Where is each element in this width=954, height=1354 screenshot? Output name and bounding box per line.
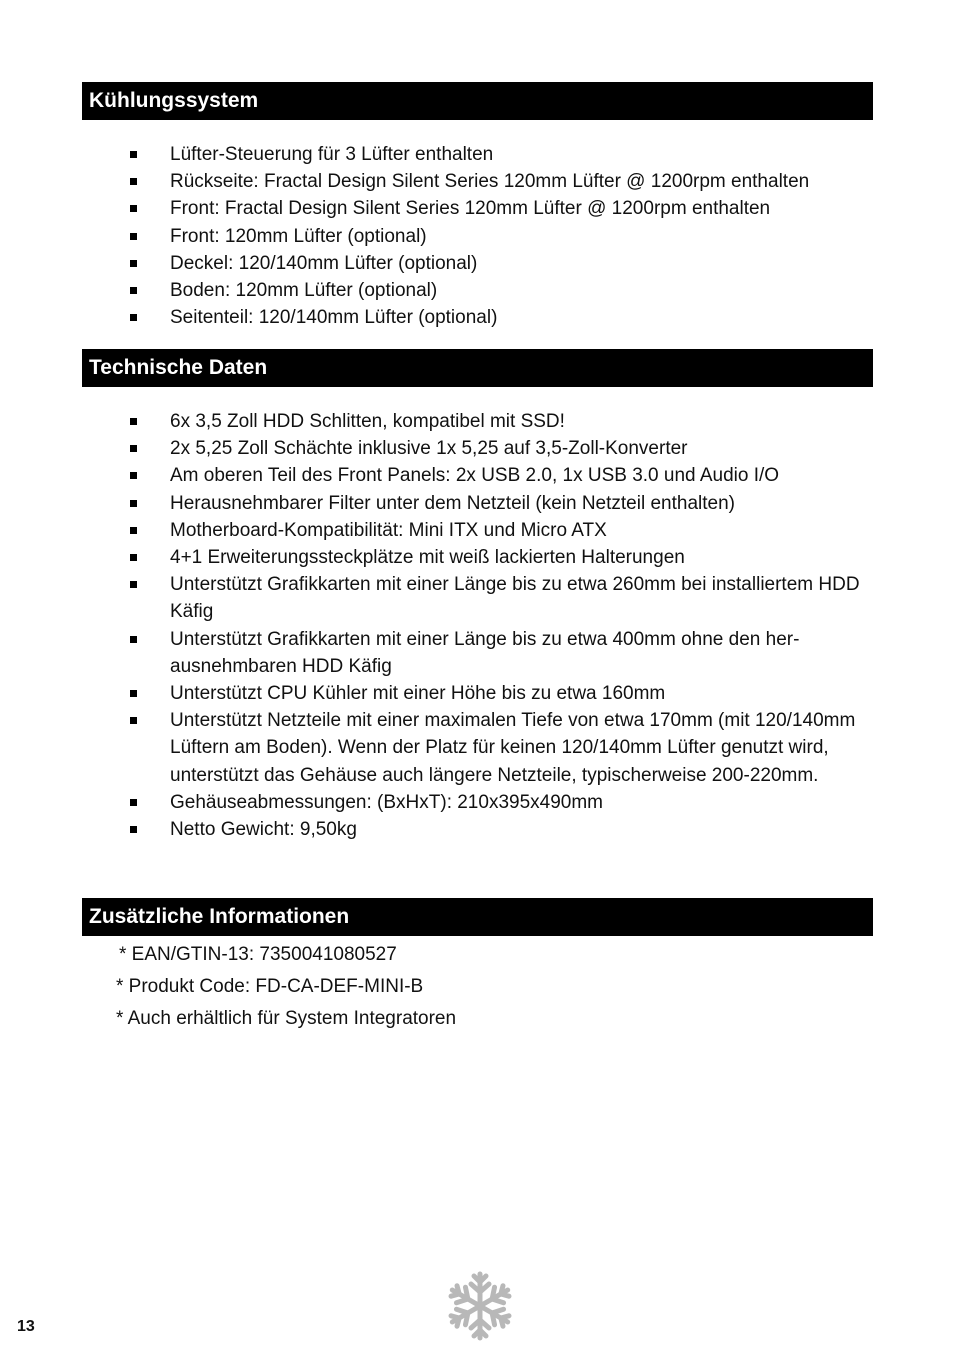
list-item: 2x 5,25 Zoll Schächte inklusive 1x 5,25 auf 3,5-Zoll-Konverter [130,435,890,462]
bullet-icon [130,260,137,267]
bullet-icon [130,233,137,240]
bullet-icon [130,826,137,833]
cooling-list [130,141,890,331]
bullet-icon [130,581,137,588]
section-header-additional: Zusätzliche Informationen [82,898,873,936]
bullet-icon [130,717,137,724]
bullet-icon [130,445,137,452]
list-item: 6x 3,5 Zoll HDD Schlitten, kompatibel mit SSD! [130,408,890,435]
bullet-icon [130,500,137,507]
list-item: Unterstützt CPU Kühler mit einer Höhe bis zu etwa 160mm [130,680,890,707]
bullet-icon [130,472,137,479]
bullet-icon [130,287,137,294]
list-item: Herausnehmbarer Filter unter dem Netzteil (kein Netzteil enthalten) [130,490,890,517]
list-item: Lüfter-Steuerung für 3 Lüfter enthalten [130,141,890,168]
list-item: Gehäuseabmessungen: (BxHxT): 210x395x490mm [130,789,890,816]
bullet-icon [130,205,137,212]
list-item: Unterstützt Netzteile mit einer maximalen Tiefe von etwa 170mm (mit 120/140mm Lüftern am Boden). Wenn der Platz für keinen 120/140mm Lüfter genutzt wird, unterstützt das Gehäuse auch längere Netzteile, typischerweise 200-220mm. [130,707,890,789]
info-line-ean: * EAN/GTIN-13: 7350041080527 [119,944,397,965]
list-item: Rückseite: Fractal Design Silent Series 120mm Lüfter @ 1200rpm enthalten [130,168,890,195]
bullet-icon [130,554,137,561]
bullet-icon [130,178,137,185]
list-item: Netto Gewicht: 9,50kg [130,816,890,843]
bullet-icon [130,799,137,806]
bullet-icon [130,690,137,697]
list-item: Seitenteil: 120/140mm Lüfter (optional) [130,304,890,331]
snowflake-icon [446,1270,514,1342]
list-item: Front: 120mm Lüfter (optional) [130,223,890,250]
technical-list [130,408,890,843]
list-item: Motherboard-Kompatibilität: Mini ITX und Micro ATX [130,517,890,544]
section-header-technical: Technische Daten [82,349,873,387]
list-item: Unterstützt Grafikkarten mit einer Länge bis zu etwa 260mm bei installiertem HDD Käfig [130,571,890,625]
list-item: Deckel: 120/140mm Lüfter (optional) [130,250,890,277]
info-line-product-code: * Produkt Code: FD-CA-DEF-MINI-B [116,976,424,997]
page-number: 13 [17,1318,35,1335]
bullet-icon [130,314,137,321]
bullet-icon [130,527,137,534]
bullet-icon [130,636,137,643]
bullet-icon [130,151,137,158]
list-item: 4+1 Erweiterungssteckplätze mit weiß lackierten Halterungen [130,544,890,571]
list-item: Front: Fractal Design Silent Series 120mm Lüfter @ 1200rpm enthalten [130,195,890,222]
bullet-icon [130,418,137,425]
info-line-integrators: * Auch erhältlich für System Integratoren [116,1008,457,1029]
list-item: Boden: 120mm Lüfter (optional) [130,277,890,304]
list-item: Unterstützt Grafikkarten mit einer Länge bis zu etwa 400mm ohne den her-ausnehmbaren HDD Käfig [130,626,890,680]
section-header-cooling: Kühlungssystem [82,82,873,120]
list-item: Am oberen Teil des Front Panels: 2x USB 2.0, 1x USB 3.0 und Audio I/O [130,462,890,489]
